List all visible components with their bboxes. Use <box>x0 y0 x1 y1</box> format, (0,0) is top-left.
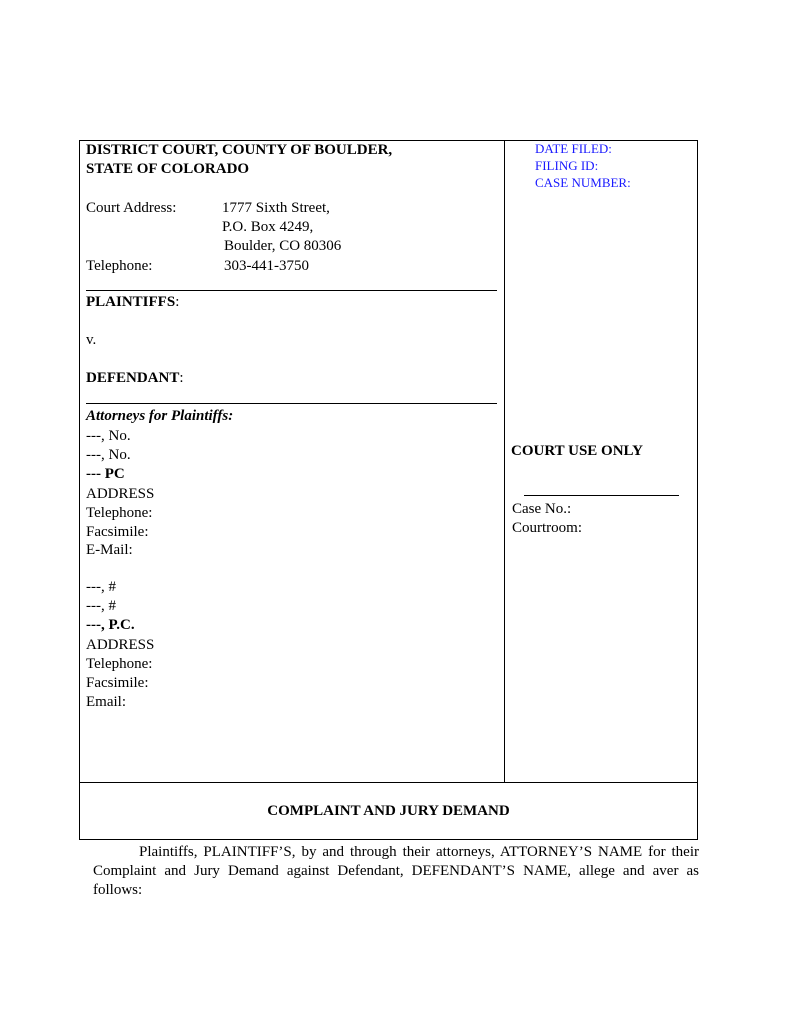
firm2-name: ---, P.C. <box>86 617 135 633</box>
court-name-line2: STATE OF COLORADO <box>86 161 250 177</box>
firm2-facsimile: Facsimile: <box>86 675 149 691</box>
filing-id-label: FILING ID: <box>535 158 599 173</box>
section-rule <box>86 290 497 291</box>
court-address-line1: 1777 Sixth Street, <box>222 200 330 216</box>
caption-box <box>79 140 698 840</box>
court-name-line1: DISTRICT COURT, COUNTY OF BOULDER, <box>86 142 393 158</box>
firm2-attorney2: ---, # <box>86 598 116 614</box>
attorneys-heading: Attorneys for Plaintiffs: <box>86 408 234 424</box>
firm1-attorney1: ---, No. <box>86 428 131 444</box>
section-rule <box>86 403 497 404</box>
court-telephone: 303-441-3750 <box>224 258 309 274</box>
firm1-facsimile: Facsimile: <box>86 524 149 540</box>
court-address-label: Court Address: <box>86 200 177 216</box>
firm1-email: E-Mail: <box>86 542 133 558</box>
court-address-line3: Boulder, CO 80306 <box>224 238 342 254</box>
versus: v. <box>86 332 97 348</box>
defendant-label-text: DEFENDANT <box>86 370 180 386</box>
court-use-only <box>511 442 643 461</box>
firm1-attorney2: ---, No. <box>86 447 131 463</box>
firm2-email: Email: <box>86 694 126 710</box>
firm1-address: ADDRESS <box>86 486 155 502</box>
document-title: COMPLAINT AND JURY DEMAND <box>267 803 510 819</box>
plaintiffs-colon: : <box>175 294 180 310</box>
case-number-label: CASE NUMBER: <box>535 175 631 190</box>
case-no-label: Case No.: <box>512 501 572 517</box>
firm1-name: --- PC <box>86 466 125 482</box>
defendant-colon: : <box>179 370 184 386</box>
court-use-rule <box>524 495 679 496</box>
firm2-attorney1: ---, # <box>86 579 116 595</box>
courtroom-label: Courtroom: <box>512 520 582 536</box>
defendant-label <box>86 369 184 388</box>
court-telephone-label: Telephone: <box>86 258 153 274</box>
intro-paragraph: Plaintiffs, PLAINTIFF’S, by and through their attorneys, ATTORNEY’S NAME for their Complaint and Jury Demand against Defendant, DEFENDANT’S NAME, allege and aver as follows: <box>93 844 699 898</box>
court-address-line2: P.O. Box 4249, <box>222 219 314 235</box>
firm2-address: ADDRESS <box>86 637 155 653</box>
caption-divider <box>504 140 505 783</box>
plaintiffs-label <box>86 293 179 312</box>
plaintiffs-label-text: PLAINTIFFS <box>86 294 176 310</box>
date-filed-label: DATE FILED: <box>535 141 612 156</box>
firm2-telephone: Telephone: <box>86 656 153 672</box>
court-use-label: COURT USE ONLY <box>511 443 644 459</box>
title-divider <box>79 782 698 783</box>
firm1-telephone: Telephone: <box>86 505 153 521</box>
